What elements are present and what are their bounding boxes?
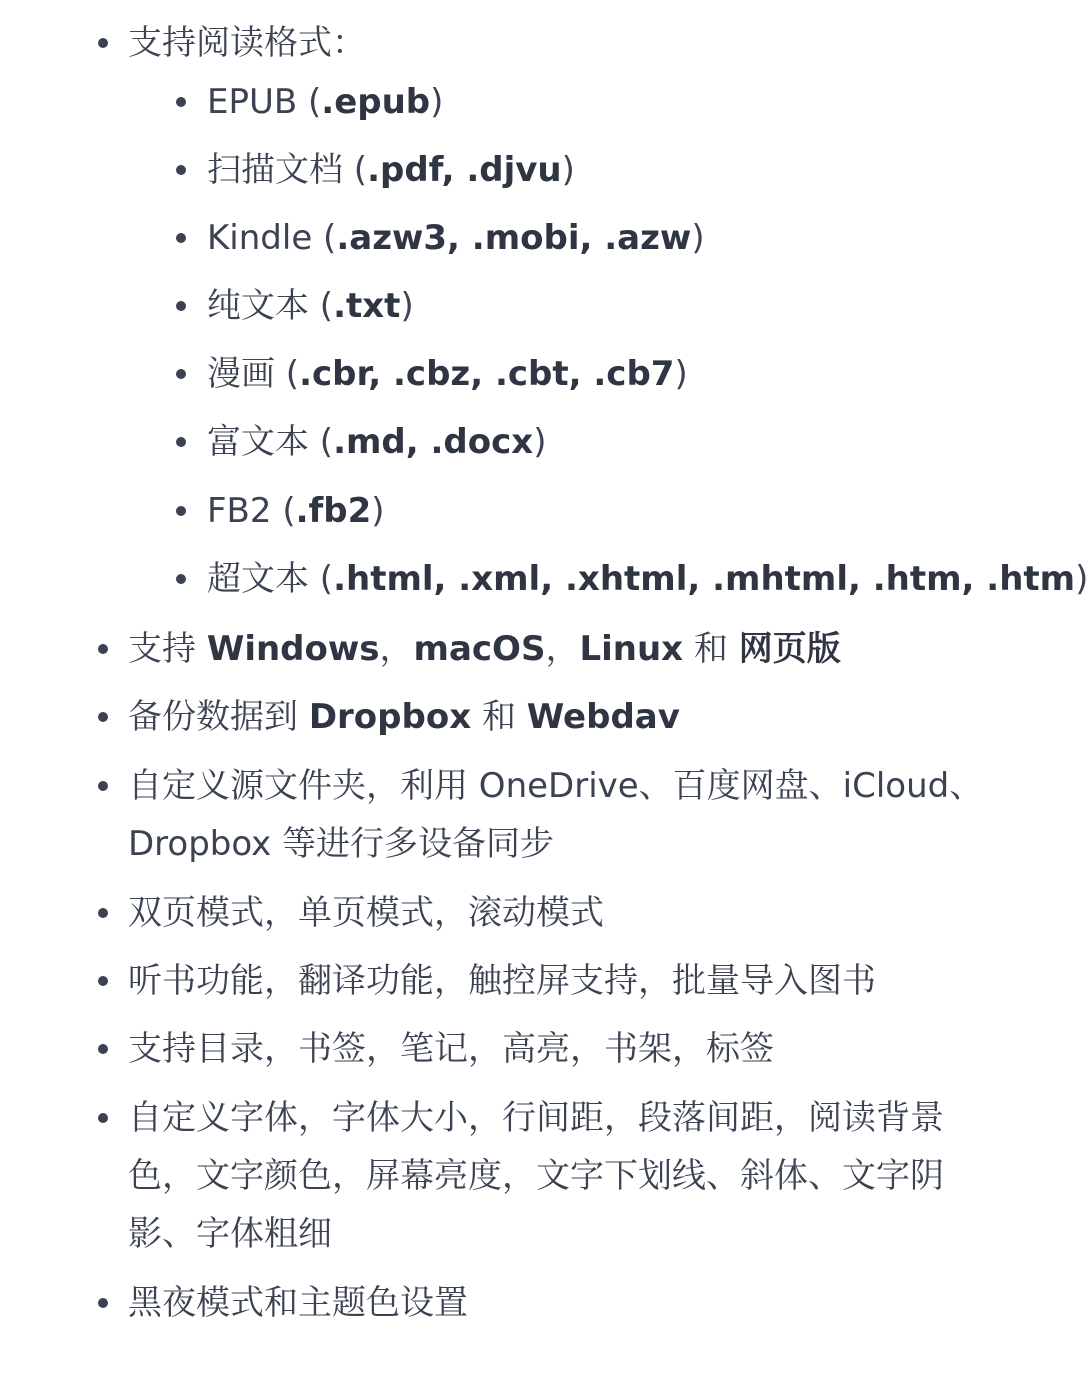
theme-item: 黑夜模式和主题色设置 [128, 1283, 468, 1323]
list-item: Kindle (.azw3, .mobi, .azw) [207, 218, 705, 258]
customize-item-line2: 色，文字颜色，屏幕亮度，文字下划线、斜体、文字阴 [128, 1156, 944, 1196]
formats-heading: 支持阅读格式： [128, 23, 366, 63]
platforms-item: 支持 Windows，macOS，Linux 和 网页版 [128, 629, 841, 669]
list-item: 纯文本 (.txt) [207, 286, 414, 326]
sync-item-line2: Dropbox 等进行多设备同步 [128, 824, 555, 864]
sync-item-line1: 自定义源文件夹，利用 OneDrive、百度网盘、iCloud、 [128, 766, 984, 806]
list-item: 漫画 (.cbr, .cbz, .cbt, .cb7) [207, 354, 688, 394]
bullet-icon [98, 781, 108, 791]
bullet-icon [176, 97, 186, 107]
bullet-icon [176, 574, 186, 584]
backup-item: 备份数据到 Dropbox 和 Webdav [128, 697, 680, 737]
bullet-icon [176, 437, 186, 447]
bullet-icon [176, 369, 186, 379]
bullet-icon [98, 644, 108, 654]
bullet-icon [98, 38, 108, 48]
bullet-icon [98, 712, 108, 722]
bullet-icon [98, 908, 108, 918]
list-item: 超文本 (.html, .xml, .xhtml, .mhtml, .htm, .htm) [207, 559, 1088, 599]
bullet-icon [176, 301, 186, 311]
bullet-icon [98, 1298, 108, 1308]
bullet-icon [98, 1044, 108, 1054]
bullet-icon [98, 1113, 108, 1123]
modes-item: 双页模式，单页模式，滚动模式 [128, 893, 604, 933]
bullet-icon [176, 506, 186, 516]
list-item: 扫描文档 (.pdf, .djvu) [207, 150, 575, 190]
list-item: FB2 (.fb2) [207, 491, 385, 531]
organize-item: 支持目录，书签，笔记，高亮，书架，标签 [128, 1029, 774, 1069]
list-item: 富文本 (.md, .docx) [207, 422, 547, 462]
bullet-icon [98, 976, 108, 986]
customize-item-line1: 自定义字体，字体大小，行间距，段落间距，阅读背景 [128, 1098, 944, 1138]
customize-item-line3: 影、字体粗细 [128, 1214, 332, 1254]
features-item: 听书功能，翻译功能，触控屏支持，批量导入图书 [128, 961, 876, 1001]
list-item: EPUB (.epub) [207, 82, 444, 122]
bullet-icon [176, 233, 186, 243]
bullet-icon [176, 165, 186, 175]
